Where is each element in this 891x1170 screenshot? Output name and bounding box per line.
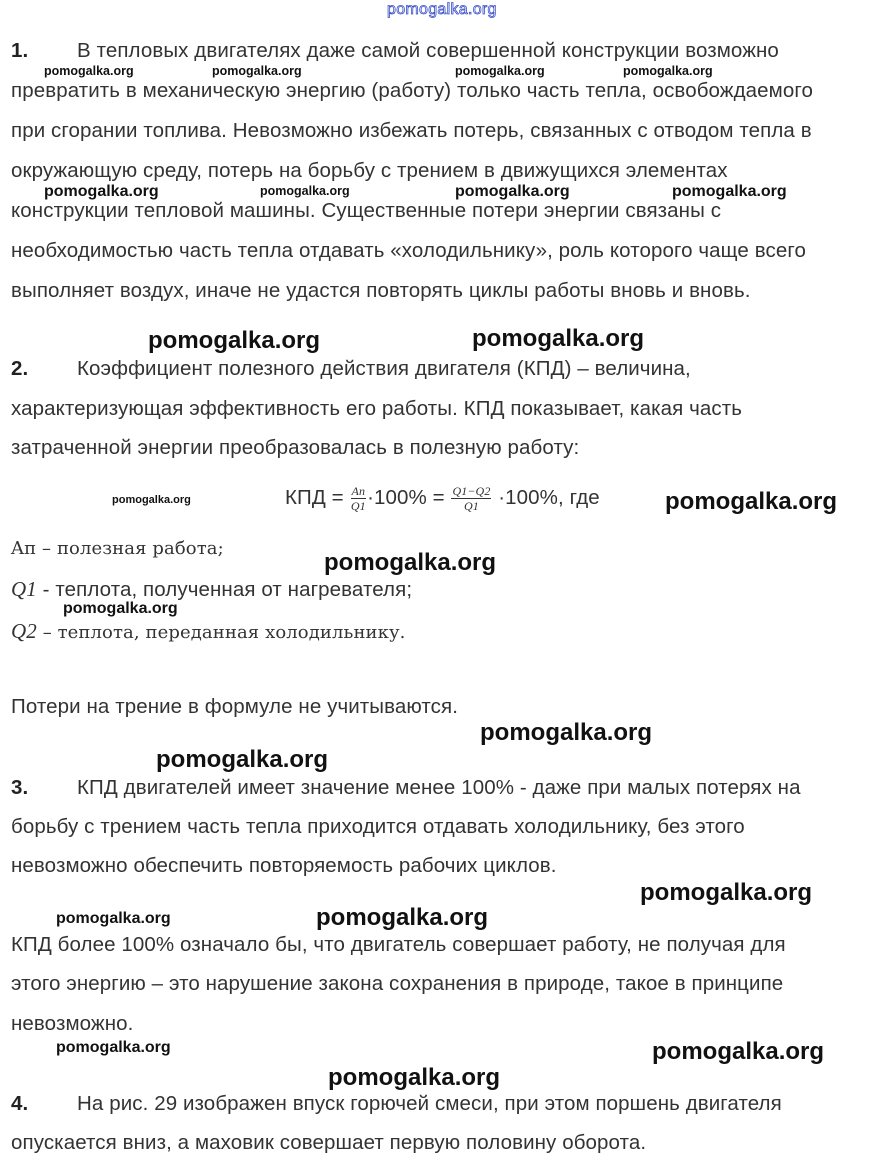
item-3-text: КПД двигателей имеет значение менее 100% - даже при малых потерях на (77, 776, 801, 799)
item-2-line-2: характеризующая эффективность его работы. КПД показывает, какая часть (11, 397, 742, 420)
efficiency-formula (285, 484, 600, 513)
item-3-number: 3. (11, 776, 29, 799)
watermark: pomogalka.org (328, 1064, 501, 1091)
item-1-text: В тепловых двигателях даже самой совершенной конструкции возможно (77, 39, 779, 62)
item-1-line-5: конструкции тепловой машины. Существенные потери энергии связаны с (11, 199, 722, 222)
item-3-line-5: этого энергию – это нарушение закона сохранения в природе, такое в принципе (11, 972, 784, 995)
item-3-line-2: борьбу с трением часть тепла приходится отдавать холодильнику, без этого (11, 815, 745, 838)
item-1-line-7: выполняет воздух, иначе не удастся повторять циклы работы вновь и вновь. (11, 279, 751, 302)
item-2-number: 2. (11, 357, 29, 380)
watermark: pomogalka.org (480, 719, 653, 746)
item-1-line-3: при сгорании топлива. Невозможно избежать потерь, связанных с отводом тепла в (11, 119, 812, 142)
item-2-line-3: затраченной энергии преобразовалась в полезную работу: (11, 436, 580, 459)
watermark: pomogalka.org (156, 746, 329, 773)
fraction-numerator: Aп (351, 484, 366, 498)
item-2-note: Потери на трение в формуле не учитываются. (11, 695, 459, 718)
watermark: pomogalka.org (316, 904, 489, 931)
watermark: pomogalka.org (56, 1039, 171, 1056)
item-2-text: Коэффициент полезного действия двигателя (КПД) – величина, (77, 357, 691, 380)
watermark: pomogalka.org (112, 494, 191, 506)
watermark: pomogalka.org (212, 64, 302, 78)
watermark: pomogalka.org (56, 910, 171, 927)
symbol: Q1 (11, 577, 37, 601)
watermark: pomogalka.org (665, 488, 838, 515)
item-3-line-6: невозможно. (11, 1012, 134, 1035)
item-4-number: 4. (11, 1092, 29, 1115)
watermark: pomogalka.org (44, 183, 159, 200)
formula-lhs: КПД = (285, 485, 344, 509)
item-3-line-4: КПД более 100% означало бы, что двигатель совершает работу, не получая для (11, 933, 786, 956)
item-4-line-2: опускается вниз, а маховик совершает первую половину оборота. (11, 1131, 647, 1154)
fraction-heat-difference (451, 484, 491, 513)
formula-tail: ·100%, где (498, 485, 600, 509)
watermark: pomogalka.org (324, 549, 497, 576)
definition-text: – полезная работа; (36, 538, 224, 559)
item-4-line-1 (11, 1092, 782, 1116)
item-1-line-6: необходимостью часть тепла отдавать «холодильнику», роль которого чаще всего (11, 239, 806, 262)
watermark: pomogalka.org (640, 879, 813, 906)
item-1-line-2: превратить в механическую энергию (работу) только часть тепла, освобождаемого (11, 79, 814, 102)
item-1-line-1 (11, 39, 779, 63)
watermark: pomogalka.org (455, 183, 570, 200)
item-4-text: На рис. 29 изображен впуск горючей смеси, при этом поршень двигателя (77, 1092, 782, 1115)
definition-text: - теплота, полученная от нагревателя; (36, 578, 413, 601)
watermark: pomogalka.org (44, 64, 134, 78)
definition-text: – теплота, переданная холодильнику. (36, 622, 406, 643)
symbol: Q2 (11, 619, 37, 643)
definition-useful-work (11, 536, 224, 561)
site-watermark-header: pomogalka.org (387, 1, 497, 18)
watermark: pomogalka.org (652, 1038, 825, 1065)
watermark: pomogalka.org (63, 600, 178, 617)
item-2-line-1 (11, 357, 691, 381)
item-1-line-4: окружающую среду, потерь на борьбу с трением в движущихся элементах (11, 159, 728, 182)
fraction-useful-work (351, 484, 367, 513)
definition-heat-transferred (11, 619, 406, 645)
fraction-numerator: Q1−Q2 (452, 484, 491, 498)
watermark: pomogalka.org (472, 325, 645, 352)
item-1-number: 1. (11, 39, 29, 62)
watermark: pomogalka.org (672, 183, 787, 200)
item-3-line-1 (11, 776, 801, 800)
formula-mid: ·100% = (367, 485, 445, 509)
fraction-denominator: Q1 (464, 499, 479, 513)
fraction-denominator: Q1 (350, 499, 366, 513)
symbol: Aп (11, 538, 37, 559)
watermark: pomogalka.org (148, 327, 321, 354)
watermark: pomogalka.org (623, 64, 713, 78)
watermark: pomogalka.org (260, 184, 350, 198)
watermark: pomogalka.org (455, 64, 545, 78)
definition-heat-received (11, 577, 412, 602)
item-3-line-3: невозможно обеспечить повторяемость рабочих циклов. (11, 854, 557, 877)
